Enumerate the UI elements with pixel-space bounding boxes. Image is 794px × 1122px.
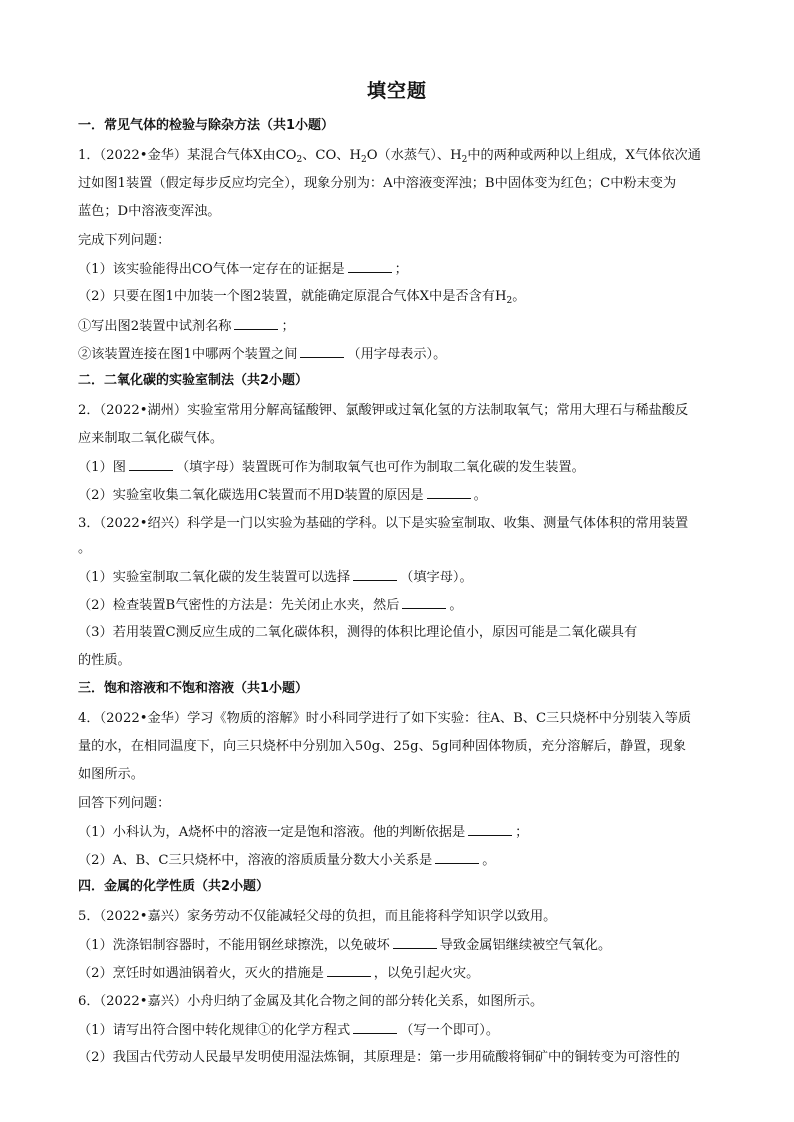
q5-part-2-text: （2）烹饪时如遇油锅着火，灭火的措施是	[78, 966, 324, 981]
q5-part-1	[78, 936, 722, 954]
q3-part-3: （3）若用装置C测反应生成的二氧化碳体积，测得的体积比理论值小，原因可能是二氧化碳具有	[78, 625, 638, 640]
q4-part-2	[78, 851, 722, 869]
subscript: 2	[461, 155, 468, 165]
section-heading-1: 一．常见气体的检验与除杂方法（共1小题）	[78, 118, 335, 133]
q3-part-1-end: （填字母）。	[400, 570, 473, 585]
q3-part-1	[78, 568, 722, 586]
answer-blank[interactable]	[300, 345, 344, 358]
answer-blank[interactable]	[402, 596, 446, 609]
q4-line-2: 量的水，在相同温度下，向三只烧杯中分别加入50g、25g、5g同种固体物质，充分溶解后，静置，现象	[78, 739, 686, 754]
q4-part-2-end: 。	[482, 853, 496, 868]
q1-part-3-end: ；	[281, 319, 295, 334]
answer-blank[interactable]	[234, 317, 278, 330]
q1-part-4	[78, 345, 722, 363]
answer-blank[interactable]	[435, 851, 479, 864]
answer-blank[interactable]	[353, 568, 397, 581]
q2-part-1-text: （1）图	[78, 460, 126, 475]
q1-part-2	[78, 288, 722, 306]
answer-blank[interactable]	[427, 486, 471, 499]
q4-line-1: 4．（2022•金华）学习《物质的溶解》时小科同学进行了如下实验：往A、B、C三只烧杯中分别装入等质	[78, 711, 692, 726]
q1-text-c: O（水蒸气）、H	[366, 148, 462, 163]
q4-part-1-end: ；	[515, 825, 529, 840]
q1-part-2-end: 。	[512, 289, 526, 304]
q1-part-1-end: ；	[394, 262, 408, 277]
q3-part-3-cont: 的性质。	[78, 653, 131, 668]
q2-line-2: 应来制取二氧化碳气体。	[78, 431, 224, 446]
subscript: 2	[506, 296, 513, 306]
q4-part-1	[78, 823, 722, 841]
q3-line-2: 。	[78, 541, 92, 556]
answer-blank[interactable]	[468, 823, 512, 836]
subscript: 2	[361, 155, 367, 165]
q5-part-1-text: （1）洗涤铝制容器时，不能用钢丝球擦洗，以免破坏	[78, 938, 390, 953]
q3-line-1: 3．（2022•绍兴）科学是一门以实验为基础的学科。以下是实验室制取、收集、测量气体体积的常用装置	[78, 516, 689, 531]
q1-line-4: 完成下列问题：	[78, 233, 171, 248]
q2-part-2-text: （2）实验室收集二氧化碳选用C装置而不用D装置的原因是	[78, 488, 424, 503]
q5-part-2-end: ，以免引起火灾。	[373, 966, 480, 981]
q2-part-2-end: 。	[473, 488, 487, 503]
q6-part-2: （2）我国古代劳动人民最早发明使用湿法炼铜，其原理是：第一步用硫酸将铜矿中的铜转变为可溶性的	[78, 1050, 680, 1065]
q2-line-1: 2．（2022•湖州）实验室常用分解高锰酸钾、氯酸钾或过氧化氢的方法制取氧气；常用大理石与稀盐酸反	[78, 403, 689, 418]
q1-text-b: 、CO、H	[302, 148, 361, 163]
q1-part-3-text: ①写出图2装置中试剂名称	[78, 319, 232, 334]
q1-line-2: 过如图1装置（假定每步反应均完全），现象分别为：A中溶液变浑浊；B中固体变为红色；C中粉末变为	[78, 176, 677, 191]
q3-part-1-text: （1）实验室制取二氧化碳的发生装置可以选择	[78, 570, 351, 585]
q6-part-1-end: （写一个即可）。	[400, 1023, 500, 1038]
subscript: 2	[296, 155, 303, 165]
q2-part-1-end: （填字母）装置既可作为制取氧气也可作为制取二氧化碳的发生装置。	[175, 460, 585, 475]
answer-blank[interactable]	[393, 936, 437, 949]
section-heading-3: 三．饱和溶液和不饱和溶液（共1小题）	[78, 681, 309, 696]
q4-part-1-text: （1）小科认为，A烧杯中的溶液一定是饱和溶液。他的判断依据是	[78, 825, 466, 840]
section-heading-2: 二．二氧化碳的实验室制法（共2小题）	[78, 373, 309, 388]
q6-part-1	[78, 1021, 722, 1039]
q1-part-1-text: （1）该实验能得出CO气体一定存在的证据是	[78, 262, 345, 277]
q3-part-2-text: （2）检查装置B气密性的方法是：先关闭止水夹，然后	[78, 598, 400, 613]
answer-blank[interactable]	[129, 458, 173, 471]
q6-part-1-text: （1）请写出符合图中转化规律①的化学方程式	[78, 1023, 351, 1038]
q1-text-d: 中的两种或两种以上组成，X气体依次通	[467, 148, 701, 163]
q1-part-2-text: （2）只要在图1中加装一个图2装置，就能确定原混合气体X中是否含有H	[78, 289, 507, 304]
q4-line-3: 如图所示。	[78, 767, 144, 782]
q2-part-1	[78, 458, 722, 476]
q1-text-a: 1．（2022•金华）某混合气体X由CO	[78, 148, 297, 163]
q3-part-2	[78, 596, 722, 614]
q4-part-2-text: （2）A、B、C三只烧杯中，溶液的溶质质量分数大小关系是	[78, 853, 433, 868]
q1-part-1	[78, 260, 722, 278]
answer-blank[interactable]	[353, 1021, 397, 1034]
q5-part-2	[78, 964, 722, 982]
q1-part-4-end: （用字母表示）。	[347, 347, 447, 362]
q1-part-3	[78, 317, 722, 335]
answer-blank[interactable]	[327, 964, 371, 977]
page-title: 填空题	[366, 80, 427, 102]
q4-line-4: 回答下列问题：	[78, 796, 171, 811]
q5-part-1-end: 导致金属铝继续被空气氧化。	[439, 938, 612, 953]
q1-line-3: 蓝色；D中溶液变浑浊。	[78, 204, 221, 219]
answer-blank[interactable]	[348, 260, 392, 273]
q3-part-2-end: 。	[449, 598, 463, 613]
q1-line-1	[78, 147, 722, 165]
q2-part-2	[78, 486, 722, 504]
q1-part-4-text: ②该装置连接在图1中哪两个装置之间	[78, 347, 298, 362]
section-heading-4: 四．金属的化学性质（共2小题）	[78, 879, 270, 894]
q5-line-1: 5．（2022•嘉兴）家务劳动不仅能减轻父母的负担，而且能将科学知识学以致用。	[78, 909, 557, 924]
q6-line-1: 6．（2022•嘉兴）小舟归纳了金属及其化合物之间的部分转化关系，如图所示。	[78, 994, 544, 1009]
